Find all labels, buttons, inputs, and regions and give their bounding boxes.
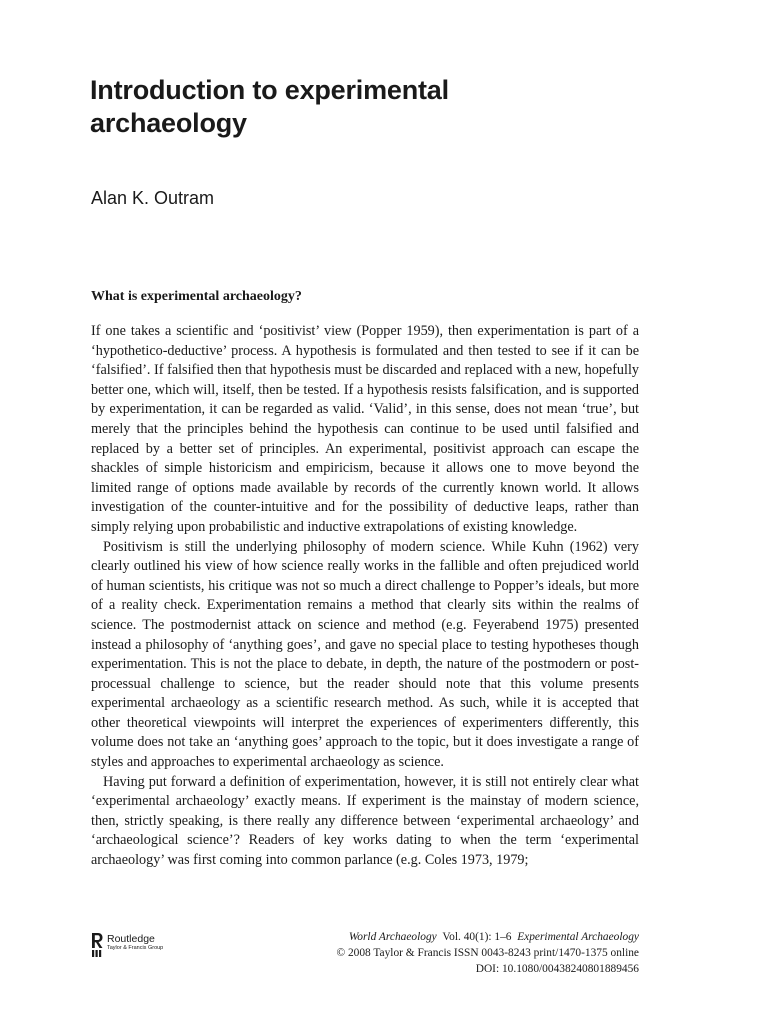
- publisher-name: Routledge: [107, 933, 155, 945]
- citation-block: [336, 929, 639, 977]
- author-name: Alan K. Outram: [91, 188, 215, 208]
- paragraph-1: If one takes a scientific and ‘positivist’ view (Popper 1959), then experimentation is part of a ‘hypothetico-deductive’ process. A hypothesis is formulated and then tested to see if it can be ‘falsified’. If falsified then that hypothesis must be discarded and replaced with a new, hopefully better one, which will, itself, then be tested. If a hypothesis resists falsification, and is supported by experimentation, it can be regarded as valid. ‘Valid’, in this sense, does not mean ‘true’, but merely that the principles behind the hypothesis can continue to be used until falsified and replaced by a better set of principles. An experimental, positivist approach can escape the shackles of simple historicism and empiricism, because it allows one to move beyond the limited range of options made available by records of the currently known world. It allows investigation of the counter-intuitive and for the possibility of deductive leaps, rather than simply relying upon probabilistic and inductive extrapolations of existing knowledge.: [91, 323, 639, 535]
- paragraph-3: Having put forward a definition of experimentation, however, it is still not entirely clear what ‘experimental archaeology’ exactly means. If experiment is the mainstay of modern science, then, strictly speaking, is there really any difference between ‘experimental archaeology’ and ‘archaeological science’? Readers of key works dating to when the term ‘experimental archaeology’ was first coming into common parlance (e.g. Coles 1973, 1979;: [91, 773, 639, 869]
- section-heading: What is experimental archaeology?: [91, 289, 302, 304]
- publisher-group: Taylor & Francis Group: [107, 945, 164, 951]
- publisher-logo-text: [107, 932, 163, 952]
- doi: DOI: 10.1080/00438240801889456: [475, 963, 639, 975]
- copyright-issn: © 2008 Taylor & Francis ISSN 0043-8243 print/1470-1375 online: [336, 947, 639, 959]
- journal-name: World Archaeology: [348, 931, 437, 943]
- publisher-logo: [91, 932, 163, 958]
- routledge-logo-icon: [91, 932, 103, 958]
- title-line-1: Introduction to experimental: [90, 75, 449, 105]
- body-text: [91, 322, 639, 871]
- article-title: [90, 74, 650, 140]
- journal-volume: Vol. 40(1): 1–6: [442, 931, 512, 943]
- citation-line-1: [336, 929, 639, 945]
- issue-title: Experimental Archaeology: [517, 931, 639, 943]
- paragraph-2: Positivism is still the underlying philosophy of modern science. While Kuhn (1962) very clearly outlined his view of how science really works in the fallible and often prejudiced world of human scientists, his critique was not so much a direct challenge to Popper’s ideals, but more of a reality check. Experimentation remains a method that clearly sits within the realms of science. The postmodernist attack on science and method (e.g. Feyerabend 1975) presented instead a philosophy of ‘anything goes’, and gave no special place to testing hypotheses though experimentation. This is not the place to debate, in depth, the nature of the postmodern or post-processual challenge to science, but the reader should note that this volume presents experimental archaeology as a scientific research method. As such, while it is accepted that other theoretical viewpoints will interpret the experiences of experimenters differently, this volume does not take an ‘anything goes’ approach to the topic, but it does investigate a range of styles and approaches to experimental archaeology as science.: [91, 538, 639, 771]
- title-line-2: archaeology: [90, 108, 247, 138]
